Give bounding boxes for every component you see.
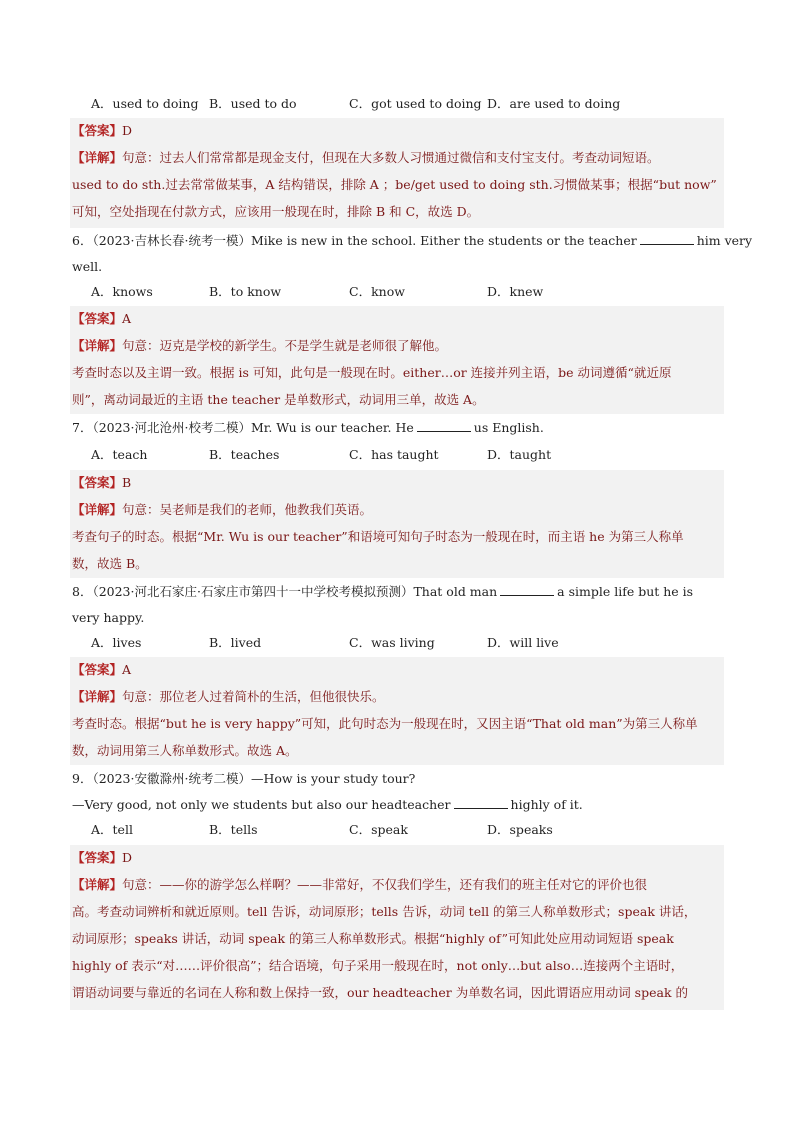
q8-option-d: D．will live (487, 635, 559, 650)
q9-explain-line-2: 高。考查动词辨析和就近原则。tell 告诉，动词原形；tells 告诉，动词 tell 的第三人称单数形式；speak 讲话， (72, 904, 697, 919)
explain-tag: 【详解】 (72, 877, 123, 892)
q6-explain-line-3: 则”，离动词最近的主语 the teacher 是单数形式，动词用三单，故选 A。 (72, 392, 485, 407)
explain-tag: 【详解】 (72, 338, 123, 353)
q9-answer-line (72, 845, 722, 871)
q6-answer-box (70, 306, 724, 414)
q7-option-c: C．has taught (349, 447, 439, 462)
q9-option-b: B．tells (209, 822, 258, 837)
q6-option-a: A．knows (91, 284, 153, 299)
q6-explain-line-1 (72, 333, 722, 359)
q7-explain-line-2: 考查句子的时态。根据“Mr. Wu is our teacher”和语境可知句子时态为一般现在时，而主语 he 为第三人称单 (72, 529, 684, 544)
q7-explain-text-1: 句意：吴老师是我们的老师，他教我们英语。 (122, 502, 373, 517)
answer-tag: 【答案】 (72, 850, 123, 865)
q7-answer-box (70, 470, 724, 578)
q7-answer: B (122, 475, 132, 490)
q6-option-d: D．knew (487, 284, 544, 299)
q5-option-b: B．used to do (209, 96, 297, 111)
q6-stem-line-2: well. (72, 259, 103, 274)
q6-option-c: C．know (349, 284, 405, 299)
q5-options (91, 91, 721, 117)
q6-answer-line (72, 306, 722, 332)
q9-stem-after: highly of it. (510, 797, 583, 812)
explain-tag: 【详解】 (72, 150, 123, 165)
q8-answer-box (70, 657, 724, 765)
q7-explain-line-3: 数，故选 B。 (72, 556, 148, 571)
q8-answer: A (122, 662, 132, 677)
q9-answer-box (70, 845, 724, 1010)
q7-option-a: A．teach (91, 447, 148, 462)
answer-tag: 【答案】 (72, 123, 123, 138)
q9-explain-line-1 (72, 872, 722, 898)
q5-explain-line-2: used to do sth.过去常常做某事，A 结构错误，排除 A ；be/get used to doing sth.习惯做某事；根据“but now” (72, 177, 717, 192)
q6-options (91, 279, 721, 305)
q8-explain-line-1 (72, 684, 722, 710)
q7-blank (417, 419, 471, 432)
q6-stem-before: 6．（2023·吉林长春·统考一模）Mike is new in the school. Either the students or the teacher (72, 233, 637, 248)
answer-tag: 【答案】 (72, 662, 123, 677)
answer-tag: 【答案】 (72, 311, 123, 326)
q6-stem (72, 228, 753, 254)
q7-stem-after: us English. (473, 420, 544, 435)
q8-blank (500, 583, 554, 596)
q9-explain-line-3: 动词原形；speaks 讲话，动词 speak 的第三人称单数形式。根据“highly of”可知此处应用动词短语 speak (72, 931, 674, 946)
q8-stem-after: a simple life but he is (557, 584, 694, 599)
q7-answer-line (72, 470, 722, 496)
q6-blank (640, 232, 694, 245)
q8-option-c: C．was living (349, 635, 435, 650)
q9-stem (72, 792, 722, 818)
q5-explain-text-1: 句意：过去人们常常都是现金支付，但现在大多数人习惯通过微信和支付宝支付。考查动词短语。 (122, 150, 660, 165)
q9-blank (454, 796, 508, 809)
answer-tag: 【答案】 (72, 475, 123, 490)
q8-option-b: B．lived (209, 635, 262, 650)
q8-stem-before: 8．（2023·河北石家庄·石家庄市第四十一中学校考模拟预测）That old man (72, 584, 498, 599)
q9-option-d: D．speaks (487, 822, 553, 837)
q5-answer: D (122, 123, 133, 138)
q8-stem (72, 579, 722, 605)
q9-option-c: C．speak (349, 822, 408, 837)
q9-options (91, 817, 721, 843)
q5-option-c: C．got used to doing (349, 96, 482, 111)
q7-stem-before: 7．（2023·河北沧州·校考二模）Mr. Wu is our teacher. He (72, 420, 414, 435)
q5-explain-line-1 (72, 145, 722, 171)
q6-explain-text-1: 句意：迈克是学校的新学生。不是学生就是老师很了解他。 (122, 338, 448, 353)
q8-explain-line-3: 数，动词用第三人称单数形式。故选 A。 (72, 743, 298, 758)
q5-explain-line-3: 可知，空处指现在付款方式，应该用一般现在时，排除 B 和 C，故选 D。 (72, 204, 480, 219)
explain-tag: 【详解】 (72, 689, 123, 704)
q8-answer-line (72, 657, 722, 683)
q9-answer: D (122, 850, 133, 865)
q6-explain-line-2: 考查时态以及主谓一致。根据 is 可知，此句是一般现在时。either…or 连接并列主语，be 动词遵循“就近原 (72, 365, 672, 380)
q5-option-a: A．used to doing (91, 96, 199, 111)
q5-answer-line (72, 118, 722, 144)
q5-option-d: D．are used to doing (487, 96, 621, 111)
q6-option-b: B．to know (209, 284, 282, 299)
q8-explain-text-1: 句意：那位老人过着简朴的生活，但他很快乐。 (122, 689, 385, 704)
q9-explain-line-4: highly of 表示“对……评价很高”；结合语境，句子采用一般现在时，not only…but also…连接两个主语时， (72, 958, 684, 973)
q9-stem-line-1: 9．（2023·安徽滁州·统考二模）—How is your study tour? (72, 771, 416, 786)
q8-explain-line-2: 考查时态。根据“but he is very happy”可知，此句时态为一般现在时，又因主语“That old man”为第三人称单 (72, 716, 698, 731)
q8-options (91, 630, 721, 656)
q9-explain-text-1: 句意：——你的游学怎么样啊？——非常好，不仅我们学生，还有我们的班主任对它的评价也很 (122, 877, 648, 892)
q9-explain-line-5: 谓语动词要与靠近的名词在人称和数上保持一致，our headteacher 为单数名词，因此谓语应用动词 speak 的 (72, 985, 688, 1000)
q6-stem-after: him very (696, 233, 753, 248)
q8-stem-line-2: very happy. (72, 610, 145, 625)
q7-stem (72, 415, 722, 441)
q9-stem-before: —Very good, not only we students but also our headteacher (72, 797, 451, 812)
q7-options (91, 442, 721, 468)
q6-answer: A (122, 311, 132, 326)
q7-option-d: D．taught (487, 447, 552, 462)
q8-option-a: A．lives (91, 635, 142, 650)
q7-explain-line-1 (72, 497, 722, 523)
explain-tag: 【详解】 (72, 502, 123, 517)
q7-option-b: B．teaches (209, 447, 280, 462)
q5-answer-box (70, 118, 724, 228)
q9-option-a: A．tell (91, 822, 133, 837)
